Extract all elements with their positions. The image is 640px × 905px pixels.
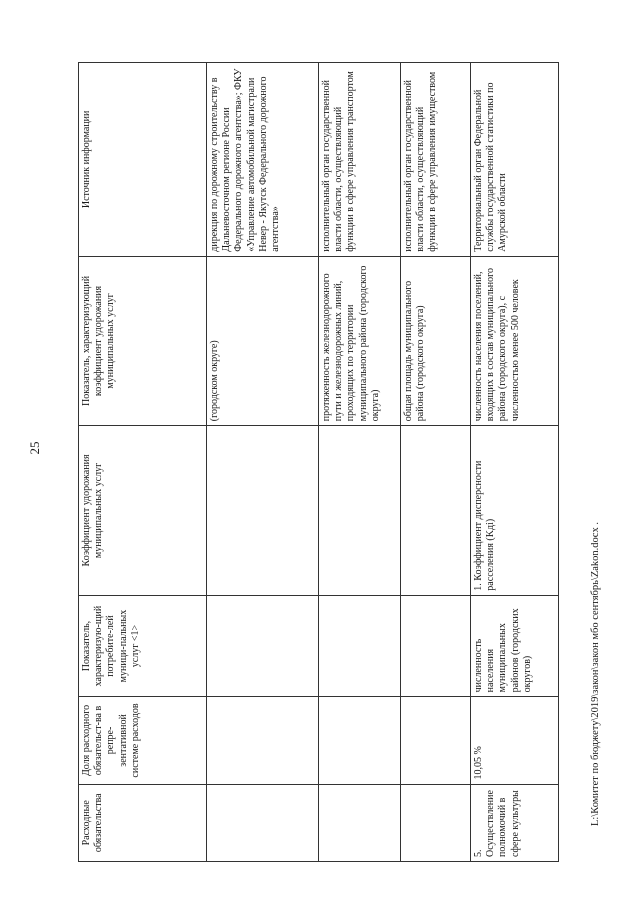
cell-share: 10,05 %	[471, 697, 559, 784]
cell-empty	[207, 784, 319, 861]
header-consumers: Показатель, характеризую-щий потребите-лей муници-пальных услуг <1>	[79, 595, 207, 697]
cell-source: дирекция по дорожному строительству в Дальневосточном регионе России Федерального дорожного агентства»; ФКУ «Управление автомобильной магистрали Невер - Якутск Федерального дорожного агентства»	[207, 63, 319, 257]
cell-empty	[207, 697, 319, 784]
table-header-row	[79, 63, 207, 862]
table-row	[319, 63, 401, 862]
cell-source: исполнительный орган государственной власти области, осуществляющий функции в сфере управления транспортом	[319, 63, 401, 257]
header-cost-coefficient: Коэффициент удорожания муниципальных услуг	[79, 426, 207, 595]
cell-cost-coefficient: 1. Коэффициент дисперсности расселения (Kдi)	[471, 426, 559, 595]
cell-indicator: протяженность железнодорожного пути и железнодорожных линий, проходящих по территории муниципального района (городского округа)	[319, 256, 401, 425]
page-number: 25	[27, 441, 42, 455]
cell-source: Территориальный орган Федеральной службы государственной статистики по Амурской области	[471, 63, 559, 257]
table-row	[207, 63, 319, 862]
table-row	[471, 63, 559, 862]
cell-indicator: (городском округе)	[207, 256, 319, 425]
cell-obligation: 5. Осуществление полномочий в сфере культуры	[471, 784, 559, 861]
cell-indicator: численность населения поселений, входящих в состав муниципального района (городского округа), с численностью менее 500 человек	[471, 256, 559, 425]
cell-empty	[319, 426, 401, 595]
rotated-table-area	[78, 62, 558, 862]
cell-indicator: общая площадь муниципального района (городского округа)	[401, 256, 471, 425]
header-share: Доля расходного обязательст-ва в репре-зентативной системе расходов	[79, 697, 207, 784]
cell-source: исполнительный орган государственной власти области, осуществляющий функции в сфере управления имуществом	[401, 63, 471, 257]
table-row	[401, 63, 471, 862]
cell-empty	[319, 595, 401, 697]
expenditure-table	[78, 62, 559, 862]
cell-empty	[319, 697, 401, 784]
cell-empty	[401, 697, 471, 784]
cell-consumers: численность населения муниципальных районов (городских округов)	[471, 595, 559, 697]
cell-empty	[401, 426, 471, 595]
cell-empty	[401, 595, 471, 697]
cell-empty	[207, 595, 319, 697]
file-path-footer: L:\Комитет по бюджету\2019\закон\закон мбо сентябрь\Zakon.docx .	[590, 522, 601, 826]
cell-empty	[401, 784, 471, 861]
cell-empty	[207, 426, 319, 595]
header-indicator: Показатель, характеризующий коэффициент удорожания муниципальных услуг	[79, 256, 207, 425]
header-source: Источник информации	[79, 63, 207, 257]
header-obligations: Расходные обязательства	[79, 784, 207, 861]
cell-empty	[319, 784, 401, 861]
